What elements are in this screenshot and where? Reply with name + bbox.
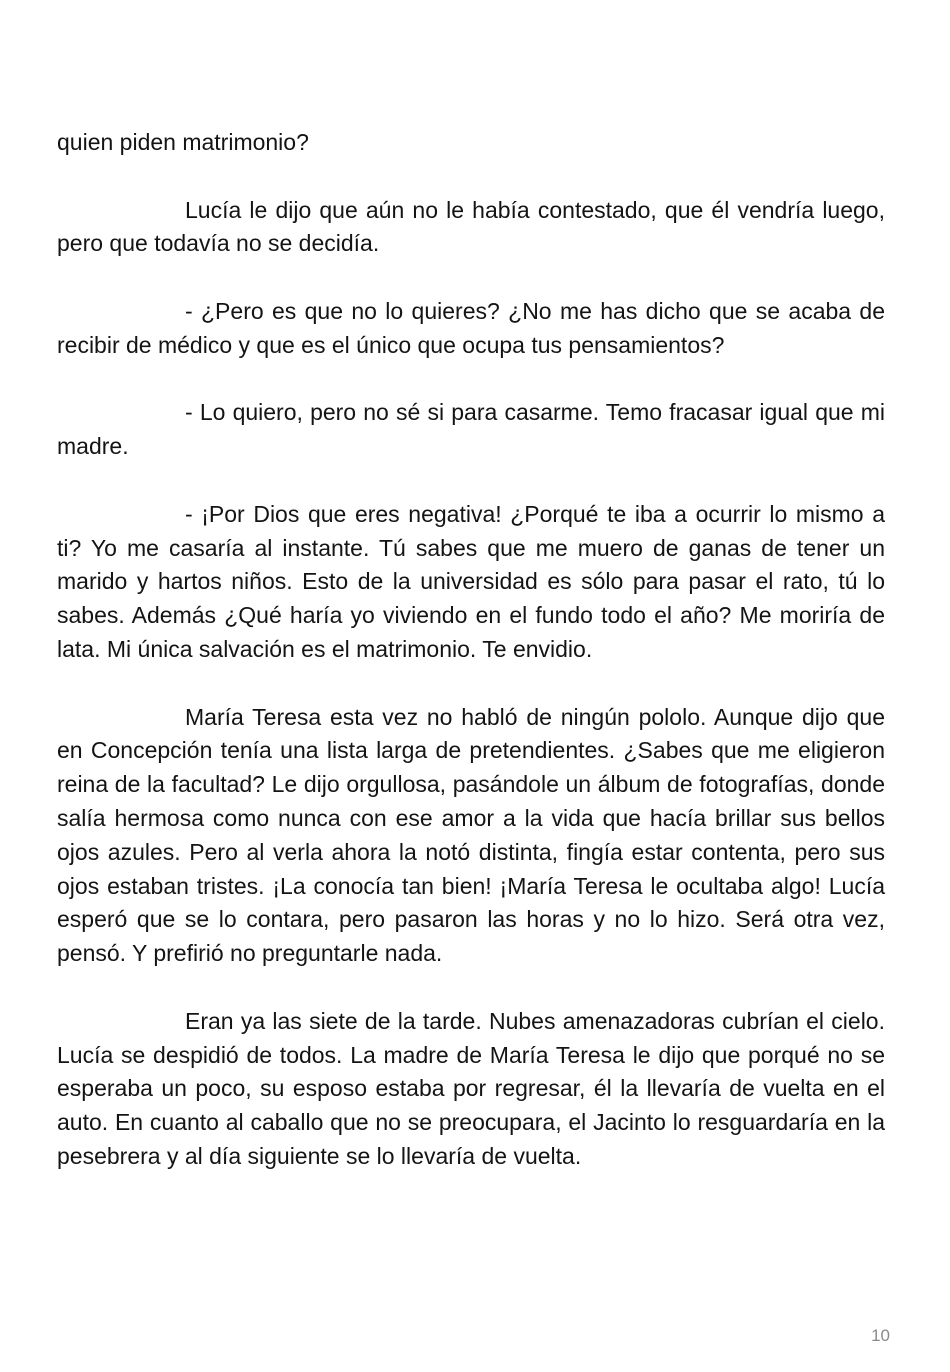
page-number: 10 (871, 1326, 890, 1345)
paragraph: - ¡Por Dios que eres negativa! ¿Porqué te iba a ocurrir lo mismo a ti? Yo me casaría al instante. Tú sabes que me muero de ganas de tener un marido y hartos niños. Esto de la universidad es sólo para pasar el rato, tú lo sabes. Además ¿Qué haría yo viviendo en el fundo todo el año? Me moriría de lata. Mi única salvación es el matrimonio. Te envidio. (57, 500, 885, 662)
paragraph: Lucía le dijo que aún no le había contestado, que él vendría luego, pero que todavía no se decidía. (57, 196, 885, 257)
paragraph: - Lo quiero, pero no sé si para casarme. Temo fracasar igual que mi madre. (57, 399, 885, 460)
paragraph: Eran ya las siete de la tarde. Nubes amenazadoras cubrían el cielo. Lucía se despidió de todos. La madre de María Teresa le dijo que porqué no se esperaba un poco, su esposo estaba por regresar, él la llevaría de vuelta en el auto. En cuanto al caballo que no se preocupara, el Jacinto lo resguardaría en la pesebrera y al día siguiente se lo llevaría de vuelta. (57, 1007, 885, 1169)
paragraph: quien piden matrimonio? (57, 129, 309, 155)
body-text (57, 126, 885, 1208)
paragraph: María Teresa esta vez no habló de ningún pololo. Aunque dijo que en Concepción tenía una lista larga de pretendientes. ¿Sabes que me eligieron reina de la facultad? Le dijo orgullosa, pasándole un álbum de fotografías, donde salía hermosa como nunca con ese amor a la vida que hacía brillar sus bellos ojos azules. Pero al verla ahora la notó distinta, fingía estar contenta, pero sus ojos estaban tristes. ¡La conocía tan bien! ¡María Teresa le ocultaba algo! Lucía esperó que se lo contara, pero pasaron las horas y no lo hizo. Será otra vez, pensó. Y prefirió no preguntarle nada. (57, 703, 885, 967)
paragraph: - ¿Pero es que no lo quieres? ¿No me has dicho que se acaba de recibir de médico y que es el único que ocupa tus pensamientos? (57, 297, 885, 358)
